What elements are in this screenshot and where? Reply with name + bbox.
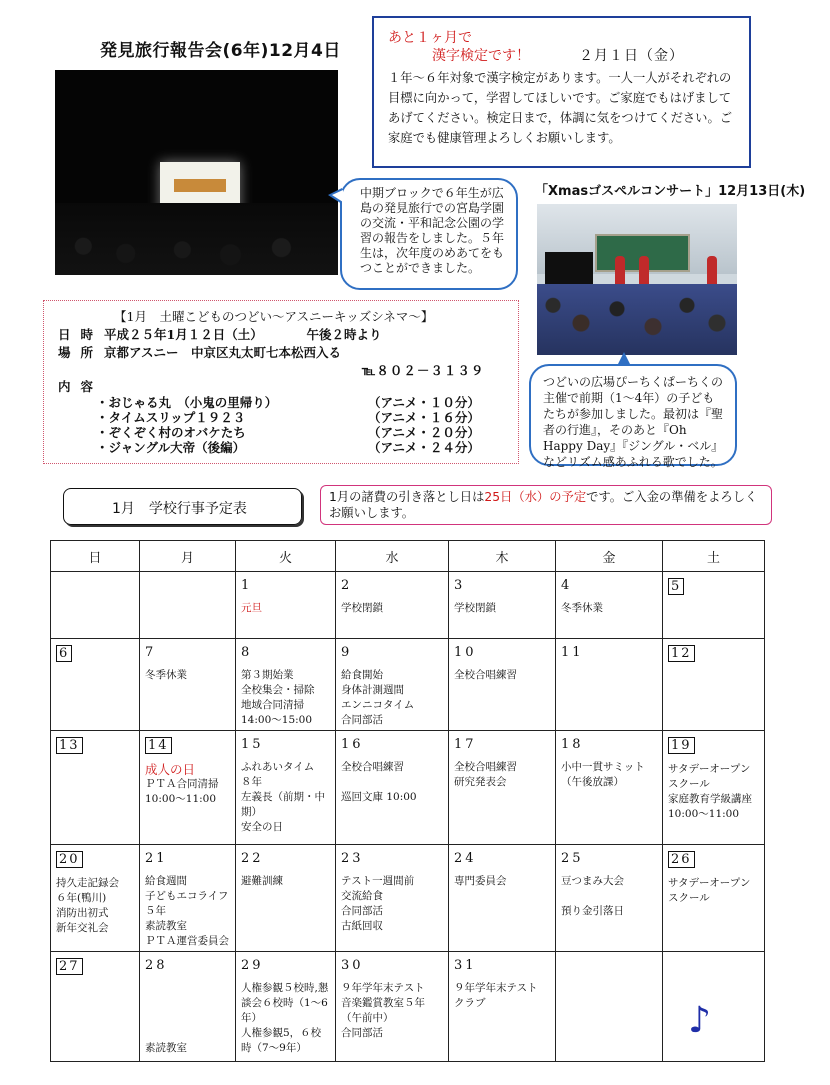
calendar-day-cell [556,731,663,845]
calendar-day-cell [556,572,663,639]
cinema-item: ・おじゃる丸 （小鬼の里帰り） [96,395,278,410]
cinema-place: 京都アスニー 中京区丸太町七本松西入る [104,345,342,360]
kanji-heading-1: あと１ヶ月で [388,30,472,46]
calendar-event: 預り金引落日 [561,905,624,917]
calendar-event: 古紙回収 [341,920,383,932]
concert-photo [537,204,737,355]
calendar-event: 持久走記録会 [56,877,119,889]
day-number: 5 [668,578,684,595]
day-number: 1 [241,578,253,593]
calendar-event: 交流給食 [341,890,383,902]
calendar-day-cell [140,731,236,845]
calendar-event: 全校合唱練習 [454,761,517,773]
cinema-date: 平成２５年1月１２日（土） 午後２時より [104,327,382,342]
day-number: 27 [56,958,83,975]
cinema-item: ・タイムスリップ１９２３ [96,410,246,425]
calendar-week-row [51,952,765,1062]
calendar-day-cell [336,731,449,845]
calendar-week-row [51,639,765,731]
calendar-day-cell [51,572,140,639]
calendar-day-cell [236,572,336,639]
calendar-event: 音楽鑑賞教室５年（午前中） [341,997,425,1024]
trip-report-bubble [340,178,518,290]
calendar-day-cell [51,952,140,1062]
calendar-event: 巡回文庫 10:00 [341,791,417,803]
fee-notice-before: 1月の諸費の引き落とし日は [329,490,485,504]
calendar-event: 専門委員会 [454,875,507,887]
fee-notice-date: 25日（水）の予定 [484,490,587,504]
calendar-day-cell [336,845,449,952]
weekday-header-row [51,541,765,572]
day-number: 17 [454,737,477,752]
calendar-day-cell [449,845,556,952]
calendar-day-cell [449,639,556,731]
weekday-sat: 土 [663,541,765,572]
calendar-event: 安全の日 [241,821,283,833]
cinema-item: ・ぞくぞく村のオバケたち [96,425,246,440]
trip-report-title: 発見旅行報告会(6年)12月4日 [100,41,341,61]
day-number: 21 [145,851,168,866]
calendar-event [145,981,231,996]
calendar-event: ＰＴＡ合同清掃 [145,778,219,790]
calendar-event: 全校合唱練習 [341,761,404,773]
calendar-event: 冬季休業 [145,669,187,681]
day-number: 31 [454,958,477,973]
cinema-tel: ℡８０２－３１３９ [362,363,485,378]
calendar-event: 身体計測週間 [341,684,404,696]
day-number: 11 [561,645,584,660]
kanji-date: ２月１日（金） [579,48,684,64]
calendar-day-cell [556,639,663,731]
day-number: 19 [668,737,695,754]
calendar-event: 人権参観５校時,懇談会６校時（1～6年） [241,982,329,1024]
day-number: 26 [668,851,695,868]
calendar-event: 豆つまみ大会 [561,875,624,887]
calendar-event: ９年学年末テスト [341,982,425,994]
calendar-event: 成人の日 [145,762,196,777]
calendar-day-cell [663,731,765,845]
calendar-day-cell [236,845,336,952]
calendar-day-cell [140,639,236,731]
day-number: 24 [454,851,477,866]
calendar-event: 全校合唱練習 [454,669,517,681]
calendar-event: ふれあいタイム [241,761,315,773]
calendar-event: サタデーオープンスクール [668,763,751,790]
day-number: 18 [561,737,584,752]
weekday-mon: 月 [140,541,236,572]
calendar-event: 消防出初式 [56,907,109,919]
calendar-event: 地域合同清掃 [241,699,304,711]
day-number: 14 [145,737,172,754]
calendar-event [145,996,231,1011]
children-crowd [537,284,737,355]
calendar-day-cell [140,952,236,1062]
calendar-week-row [51,572,765,639]
day-number: 2 [341,578,353,593]
calendar-day-cell [663,639,765,731]
weekday-tue: 火 [236,541,336,572]
kids-cinema-box [43,300,519,464]
calendar-event [145,1011,231,1026]
day-number: 28 [145,958,168,973]
day-number: 20 [56,851,83,868]
calendar-event: 学校閉鎖 [341,602,383,614]
calendar-event: ８年 [241,776,262,788]
day-number: 25 [561,851,584,866]
calendar-event: 合同部活 [341,905,383,917]
calendar-day-cell [663,845,765,952]
calendar-event: （午後放課） [561,776,624,788]
school-calendar [50,540,765,1062]
concert-title: 「Xmasゴスペルコンサート」12月13日(木) [535,184,806,199]
day-number: 29 [241,958,264,973]
weekday-wed: 水 [336,541,449,572]
calendar-day-cell [51,639,140,731]
cinema-item-genre: （アニメ・２０分） [368,425,480,440]
cinema-item-genre: （アニメ・１６分） [368,410,480,425]
calendar-event: 避難訓練 [241,875,283,887]
cinema-item-genre: （アニメ・１０分） [368,395,480,410]
calendar-event: 10:00～11:00 [145,793,217,805]
calendar-event: 元旦 [241,602,262,614]
cinema-item-genre: （アニメ・２４分） [368,440,480,455]
calendar-day-cell [336,952,449,1062]
calendar-day-cell [236,639,336,731]
cinema-place-label: 場所 [58,345,104,360]
calendar-event: 素読教室 [145,920,187,932]
day-number: 10 [454,645,477,660]
calendar-event: 給食週間 [145,875,187,887]
trip-report-photo [55,70,338,275]
calendar-week-row [51,731,765,845]
day-number: 8 [241,645,253,660]
calendar-event [561,889,658,904]
calendar-event: ６年(鴨川) [56,892,107,904]
calendar-event: ９年学年末テスト [454,982,538,994]
weekday-fri: 金 [556,541,663,572]
calendar-day-cell [449,731,556,845]
cinema-contents-label: 内容 [58,379,104,394]
kanji-body: １年～６年対象で漢字検定があります。一人一人がそれぞれの目標に向かって，学習してほしいです。ご家庭でもはげましてあげてください。検定日まで，体調に気をつけてください。ご家庭でも健康管理よろしくお願いします。 [388,71,733,145]
day-number: 12 [668,645,695,662]
day-number: 16 [341,737,364,752]
calendar-event: 学校閉鎖 [454,602,496,614]
calendar-day-cell [236,731,336,845]
calendar-event: クラブ [454,997,486,1009]
day-number: 15 [241,737,264,752]
cinema-item: ・ジャングル大帝（後編） [96,440,246,455]
day-number: 4 [561,578,573,593]
calendar-event: 研究発表会 [454,776,507,788]
weekday-thu: 木 [449,541,556,572]
cinema-title: 【1月 土曜こどものつどい～アスニーキッズシネマ～】 [114,309,434,324]
calendar-event: ＰＴＡ運営委員会 [145,935,229,947]
calendar-event: 子どもエコライフ５年 [145,890,229,917]
calendar-day-cell [51,731,140,845]
calendar-day-cell [663,952,765,1062]
calendar-event: 合同部活 [341,714,383,726]
fee-notice-after: です。ご入金の準備をよろしくお願いします。 [329,490,758,520]
calendar-event [341,775,444,790]
calendar-title: 1月 学校行事予定表 [63,488,302,525]
calendar-day-cell [140,572,236,639]
calendar-event: 14:00～15:00 [241,714,313,726]
day-number: 23 [341,851,364,866]
calendar-event: テスト一週間前 [341,875,415,887]
calendar-event: エンニコタイム [341,699,415,711]
calendar-event: 素読教室 [145,1042,187,1054]
calendar-day-cell [336,639,449,731]
calendar-day-cell [336,572,449,639]
kanji-test-notice [372,16,751,168]
calendar-event: 全校集会・掃除 [241,684,315,696]
cinema-date-label: 日時 [58,327,104,342]
calendar-event: 第３期始業 [241,669,294,681]
calendar-week-row [51,845,765,952]
calendar-day-cell [449,952,556,1062]
calendar-day-cell [449,572,556,639]
trip-report-text: 中期ブロックで６年生が広島の発見旅行での宮島学園の交流・平和記念公園の学習の報告をしました。５年生は，次年度のめあてをもつことができました。 [360,186,505,275]
day-number: 13 [56,737,83,754]
fee-notice [320,485,772,525]
calendar-day-cell [663,572,765,639]
calendar-event: 人権参観5，６校時（7～9年） [241,1027,322,1054]
audience-silhouette [55,203,338,275]
calendar-event [145,1026,231,1041]
calendar-day-cell [236,952,336,1062]
music-note-icon: ♪ [688,1000,711,1041]
calendar-event: 家庭教育学級講座10:00～11:00 [668,793,752,820]
calendar-event: 左義長（前期・中期） [241,791,325,818]
calendar-day-cell [556,952,663,1062]
calendar-day-cell [51,845,140,952]
calendar-day-cell [140,845,236,952]
calendar-event: 給食開始 [341,669,383,681]
day-number: 3 [454,578,466,593]
weekday-sun: 日 [51,541,140,572]
calendar-event: 合同部活 [341,1027,383,1039]
day-number: 6 [56,645,72,662]
calendar-event: 小中一貫サミット [561,761,645,773]
calendar-event: 新年交礼会 [56,922,109,934]
concert-bubble [529,364,737,469]
calendar-event: 冬季休業 [561,602,603,614]
day-number: 7 [145,645,157,660]
calendar-event: サタデーオープンスクール [668,877,751,904]
concert-text: つどいの広場ぴーちくぱーちくの主催で前期（1～4年）の子どもたちが参加しました。最初は『聖者の行進』，そのあと『Oh Happy Day』『ジングル・ベル』などリズム感あふれる歌でした。 [543,375,724,469]
calendar-day-cell [556,845,663,952]
day-number: 9 [341,645,353,660]
kanji-heading-2: 漢字検定です！ [432,48,530,64]
day-number: 22 [241,851,264,866]
day-number: 30 [341,958,364,973]
